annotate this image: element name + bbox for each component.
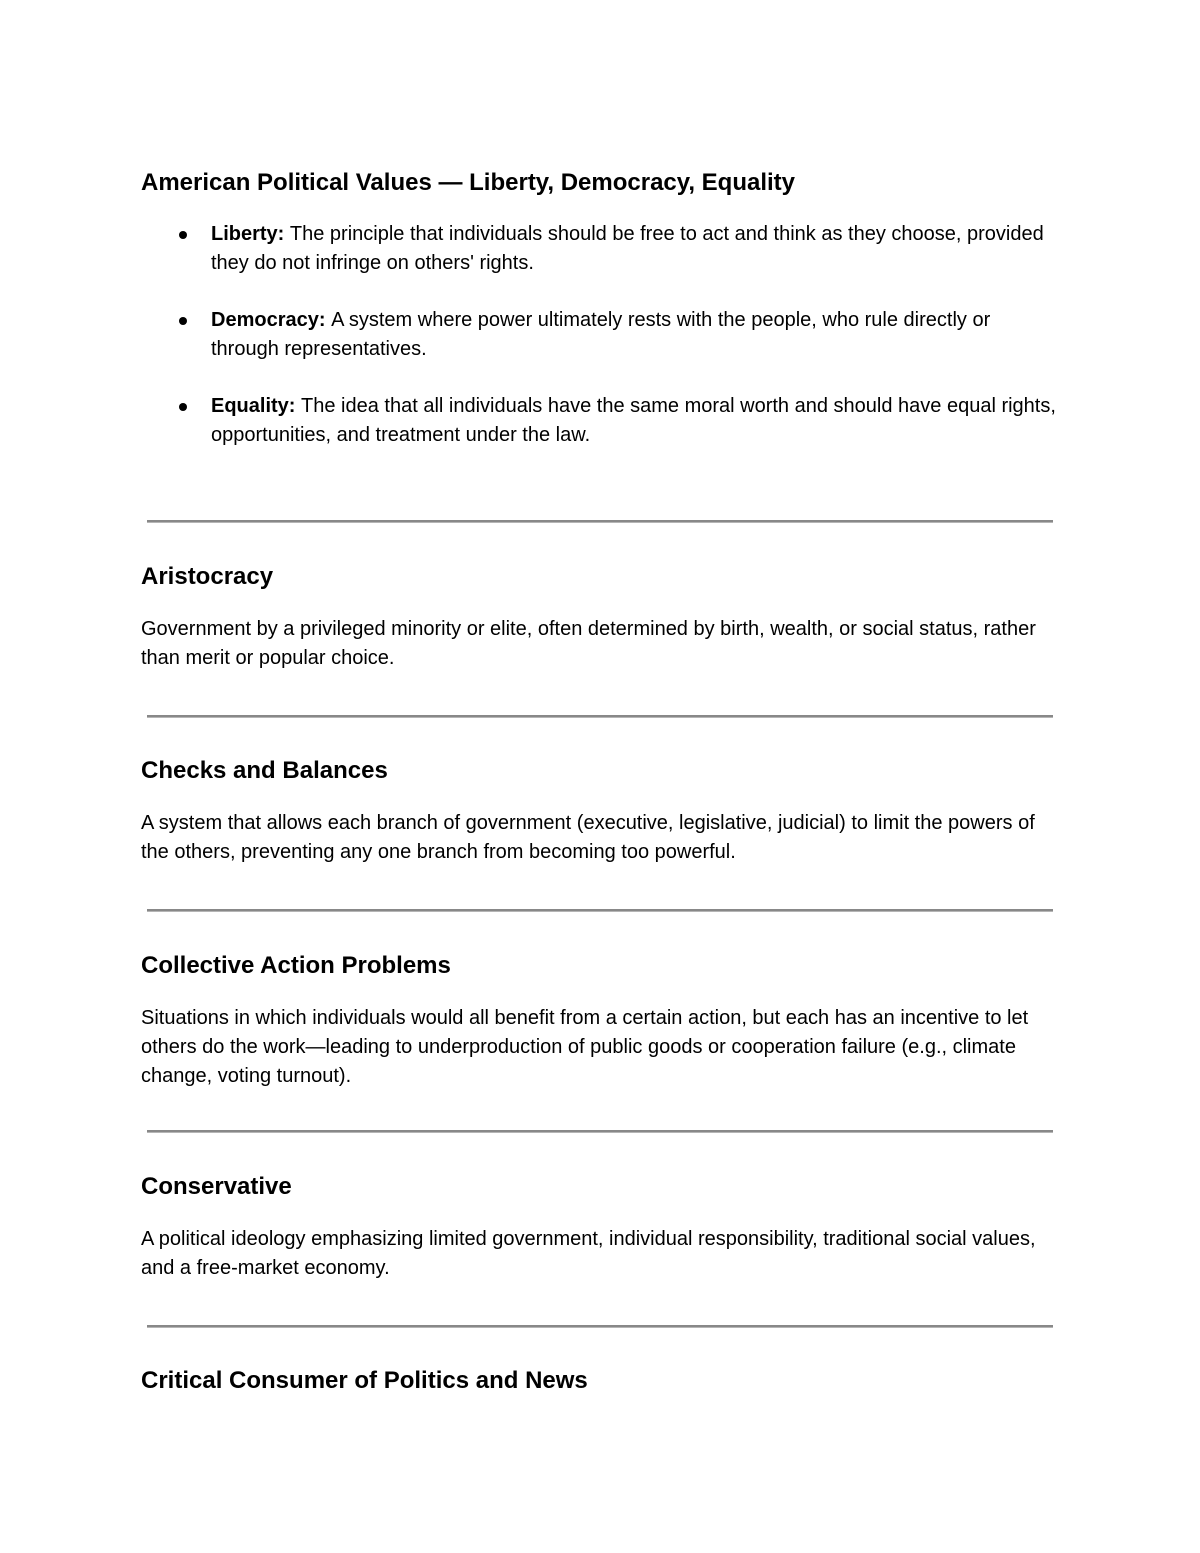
section-heading: Critical Consumer of Politics and News (141, 1367, 588, 1394)
section-heading: Aristocracy (141, 563, 274, 590)
term-definition: The principle that individuals should be free to act and think as they choose, provided they do not infringe on others' rights. (211, 223, 1044, 274)
section-definition: Situations in which individuals would all benefit from a certain action, but each has an incentive to let others do the work—leading to underproduction of public goods or cooperation failure (e.g., climate change, voting turnout). (141, 1007, 1029, 1087)
term-label: Liberty: (211, 223, 290, 245)
section-definition: A system that allows each branch of government (executive, legislative, judicial) to limit the powers of the others, preventing any one branch from becoming too powerful. (141, 812, 1035, 863)
list-item-equality (141, 392, 1061, 450)
section-heading: American Political Values — Liberty, Democracy, Equality (141, 169, 796, 196)
horizontal-divider (147, 715, 1053, 718)
bullet-icon (179, 403, 187, 411)
list-item-liberty (141, 220, 1061, 278)
horizontal-divider (147, 520, 1053, 523)
section-critical-consumer (141, 1364, 1061, 1398)
values-list (141, 220, 1061, 450)
term-label: Equality: (211, 395, 302, 417)
term-definition: The idea that all individuals have the same moral worth and should have equal rights, opportunities, and treatment under the law. (211, 395, 1056, 446)
horizontal-divider (147, 1130, 1053, 1133)
horizontal-divider (147, 909, 1053, 912)
section-heading: Collective Action Problems (141, 952, 451, 979)
list-item-democracy (141, 306, 1061, 364)
bullet-icon (179, 317, 187, 325)
bullet-icon (179, 231, 187, 239)
section-heading: Checks and Balances (141, 757, 388, 784)
term-definition: A system where power ultimately rests with the people, who rule directly or through representatives. (211, 309, 991, 360)
section-heading: Conservative (141, 1173, 292, 1200)
section-american-political-values (141, 166, 1061, 450)
section-conservative (141, 1170, 1061, 1283)
term-label: Democracy: (211, 309, 332, 331)
horizontal-divider (147, 1325, 1053, 1328)
section-collective-action-problems (141, 949, 1061, 1091)
section-definition: A political ideology emphasizing limited government, individual responsibility, traditional social values, and a free-market economy. (141, 1228, 1036, 1279)
section-checks-and-balances (141, 754, 1061, 867)
section-aristocracy (141, 560, 1061, 673)
section-definition: Government by a privileged minority or elite, often determined by birth, wealth, or social status, rather than merit or popular choice. (141, 618, 1036, 669)
